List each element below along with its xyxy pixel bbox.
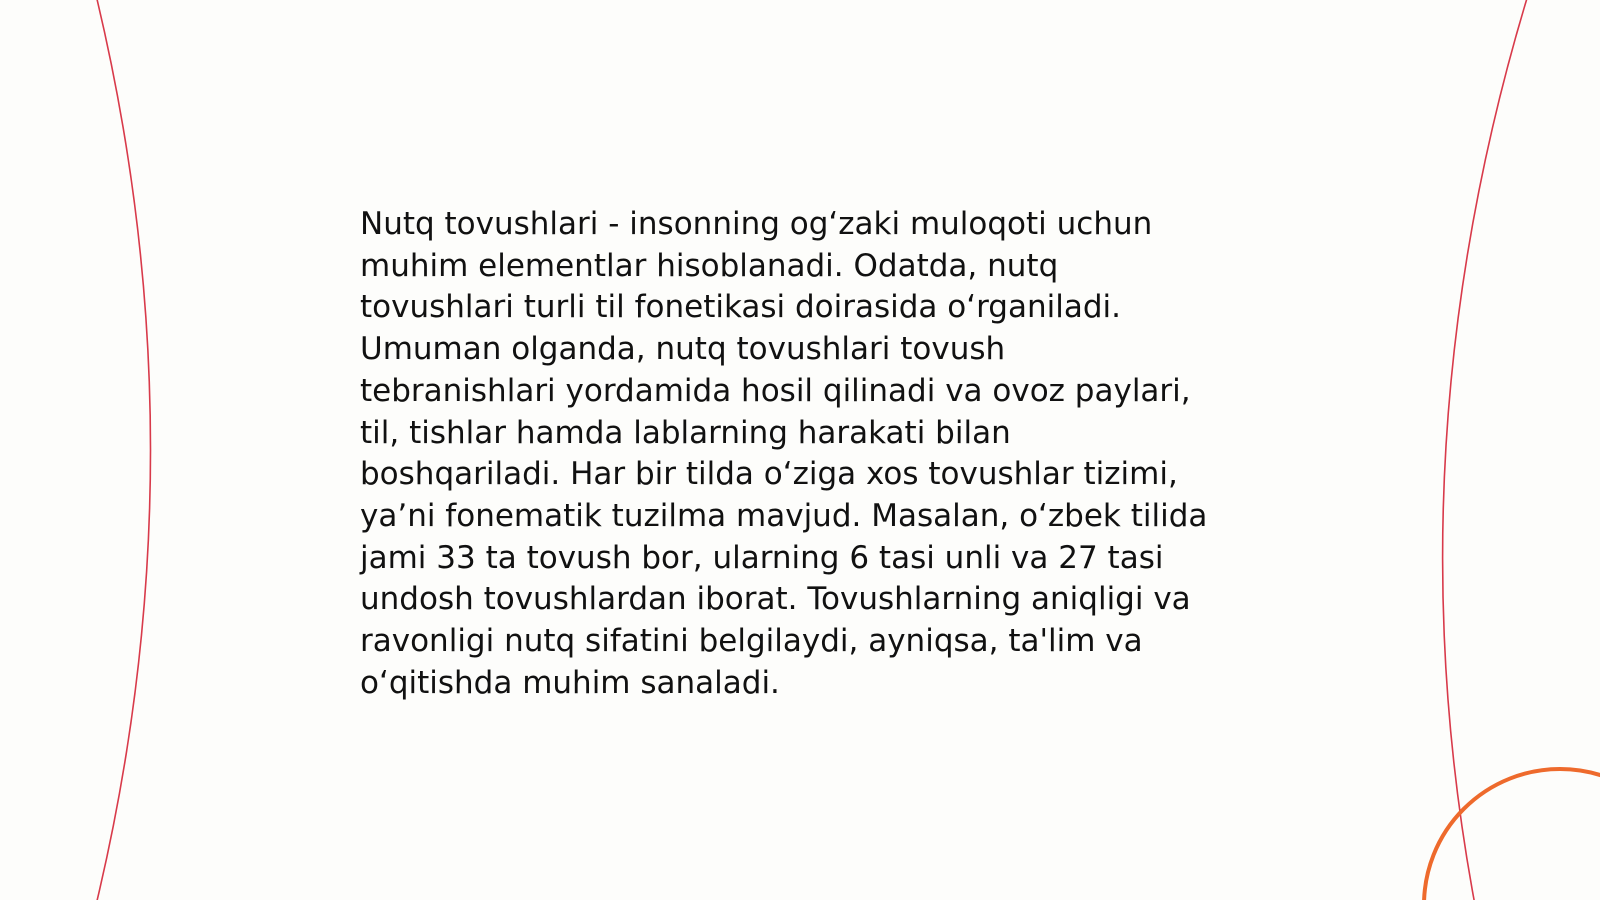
- orange-accent-arc: [1424, 769, 1600, 900]
- right-curve-line: [1443, 0, 1528, 900]
- body-paragraph: Nutq tovushlari - insonning og‘zaki muloqoti uchun muhim elementlar hisoblanadi. Odatda, nutq tovushlari turli til fonetikasi doirasida o‘rganiladi. Umuman olganda, nutq tovushlari tovush tebranishlari yordamida hosil qilinadi va ovoz paylari, til, tishlar hamda lablarning harakati bilan boshqariladi. Har bir tilda o‘ziga xos tovushlar tizimi, ya’ni fonematik tuzilma mavjud. Masalan, o‘zbek tilida jami 33 ta tovush bor, ularning 6 tasi unli va 27 tasi undosh tovushlardan iborat. Tovushlarning aniqligi va ravonligi nutq sifatini belgilaydi, ayniqsa, ta'lim va o‘qitishda muhim sanaladi.: [360, 206, 1208, 701]
- left-curve-line: [96, 0, 151, 900]
